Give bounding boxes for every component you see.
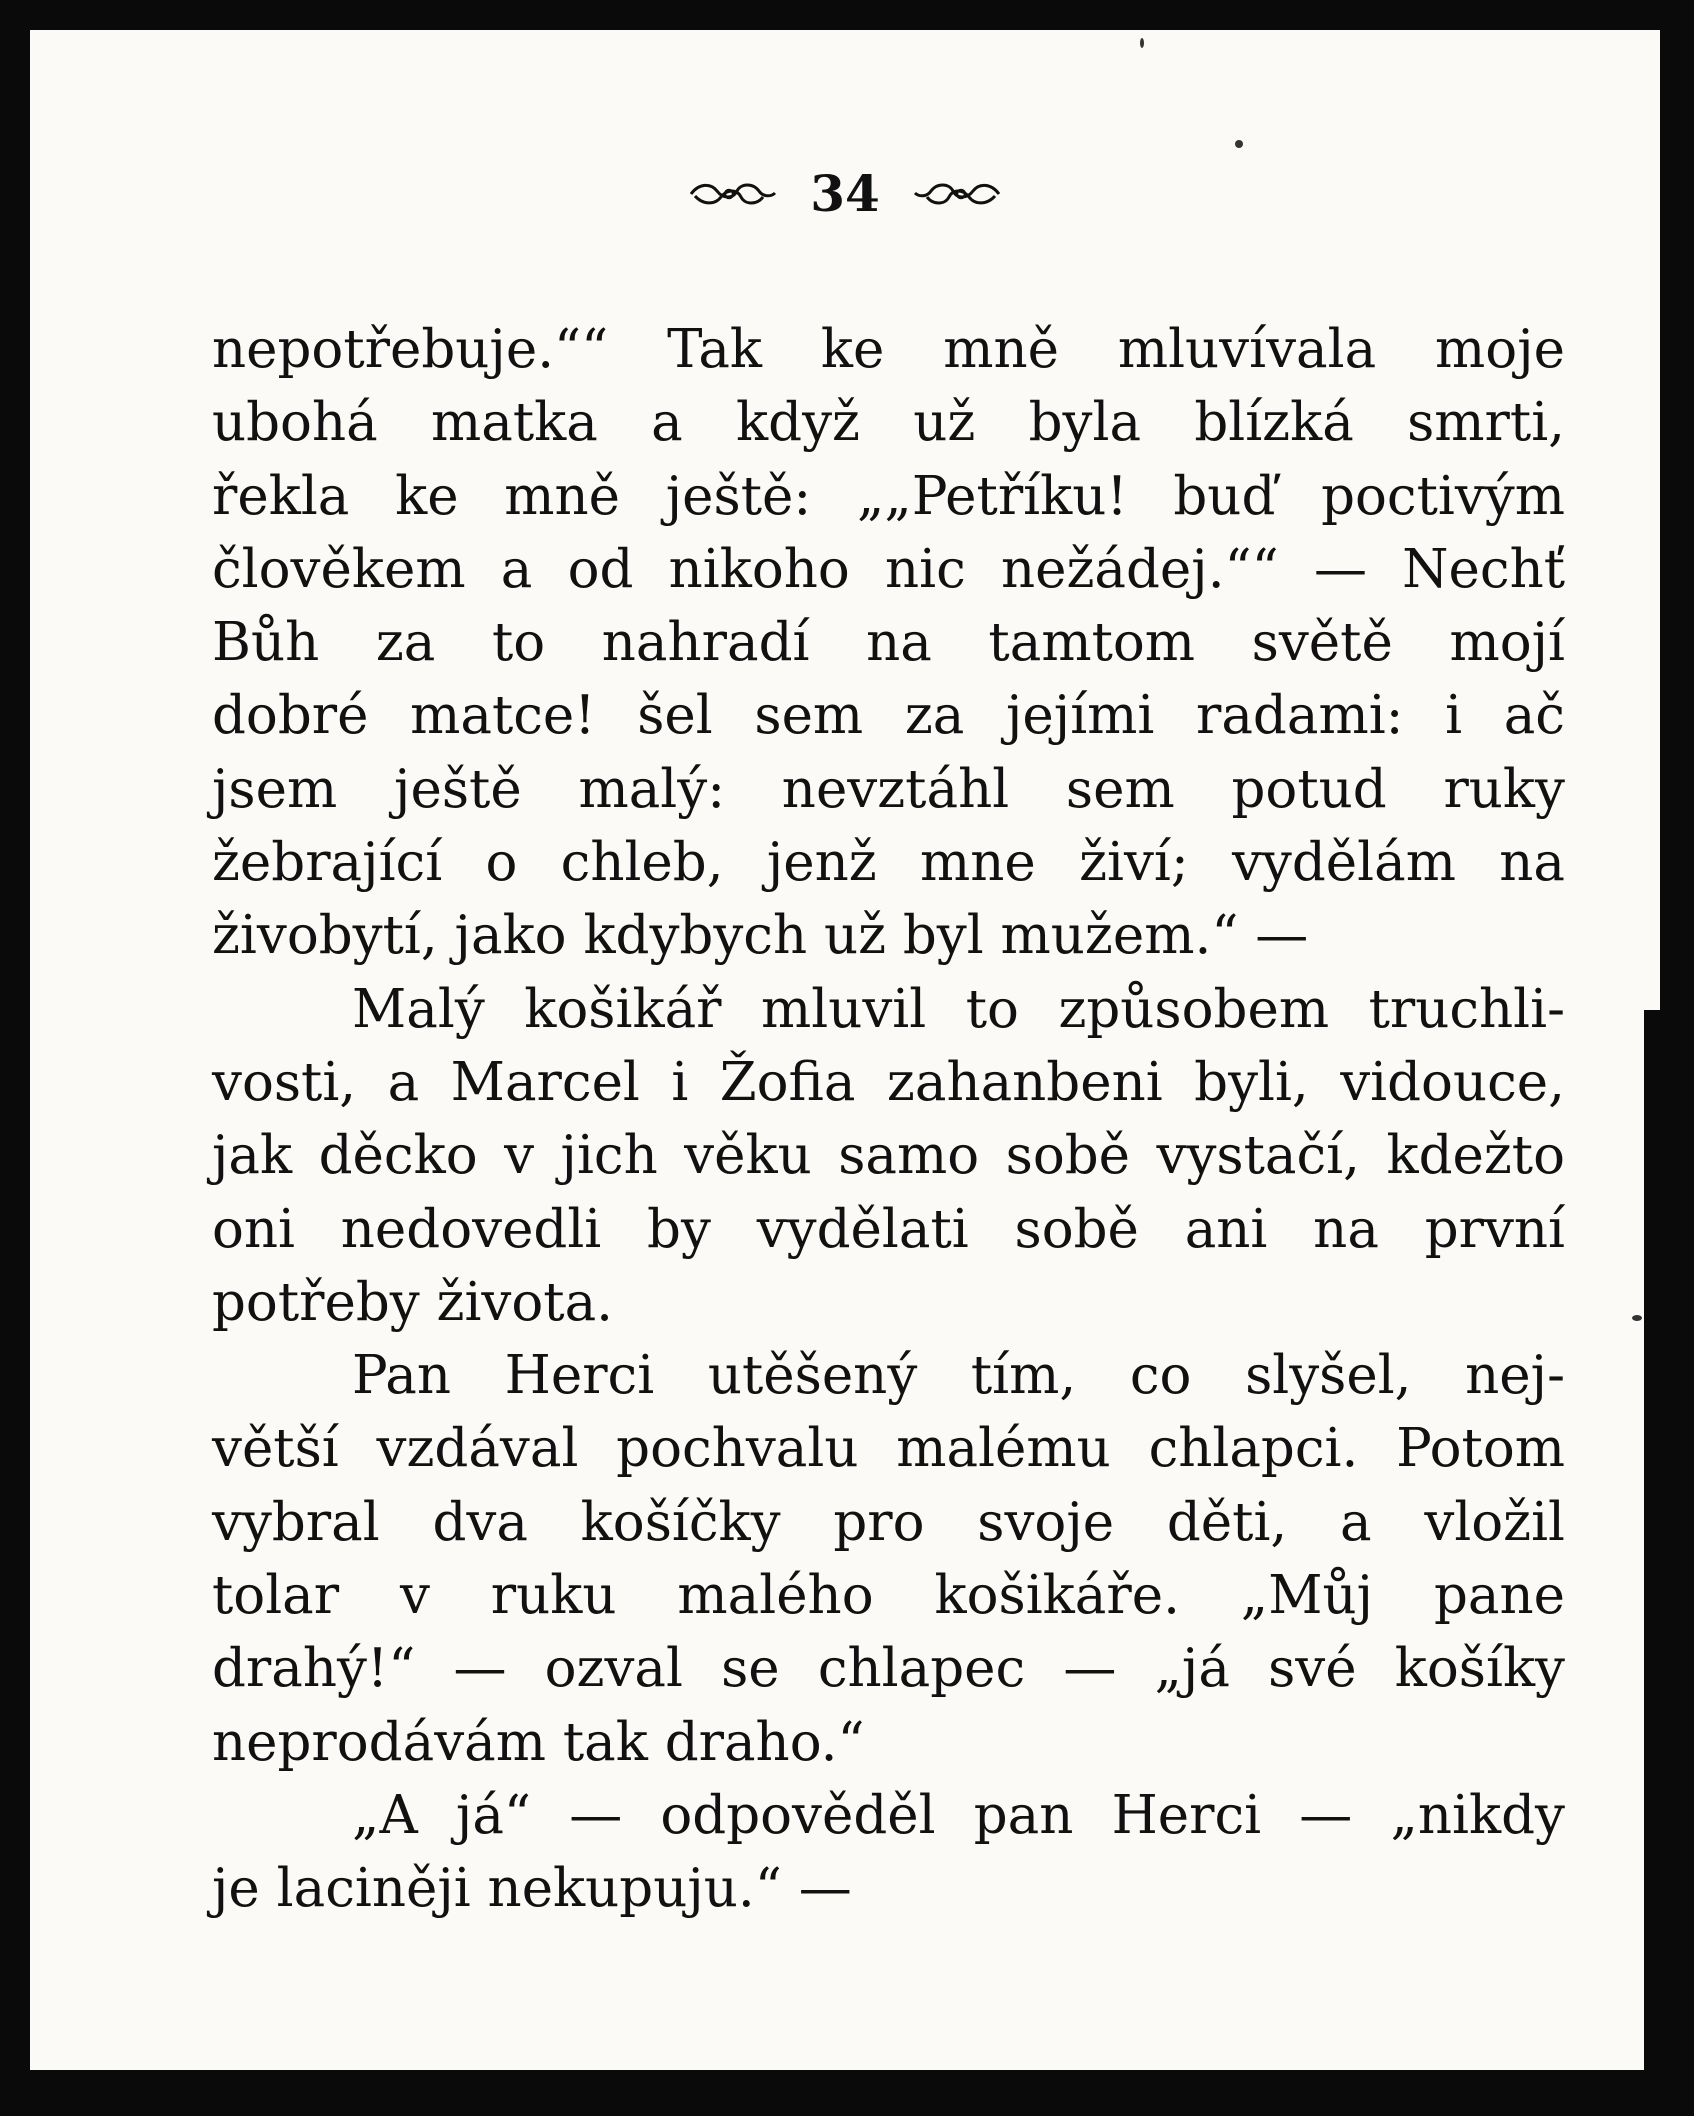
text-line: drahý!“ — ozval se chlapec — „já své košíky — [212, 1638, 1565, 1700]
text-line: Bůh za to nahradí na tamtom světě mojí — [212, 612, 1565, 674]
text-line: člověkem a od nikoho nic nežádej.““ — Nechť — [212, 538, 1565, 600]
text-line: potřeby života. — [212, 1271, 614, 1333]
body-text — [212, 313, 1565, 1926]
text-line: větší vzdával pochvalu malému chlapci. Potom — [212, 1418, 1565, 1480]
left-ornament-icon — [687, 179, 777, 209]
right-ornament-icon — [913, 179, 1003, 209]
text-line: Pan Herci utěšený tím, co slyšel, nej- — [352, 1345, 1565, 1407]
text-line: jsem ještě malý: nevztáhl sem potud ruky — [212, 758, 1565, 820]
paper-speck — [1235, 140, 1243, 148]
page-header — [30, 160, 1660, 224]
paper-speck — [1632, 1315, 1642, 1321]
text-line: tolar v ruku malého košikáře. „Můj pane — [212, 1565, 1565, 1627]
page-number: 34 — [810, 164, 880, 223]
text-line: dobré matce! šel sem za jejími radami: i ač — [212, 685, 1565, 747]
text-line: oni nedovedli by vydělati sobě ani na první — [212, 1198, 1565, 1260]
page-edge-shadow — [1644, 1010, 1660, 2070]
text-line: vybral dva košíčky pro svoje děti, a vložil — [212, 1491, 1565, 1553]
text-line: je laciněji nekupuju.“ — — [212, 1858, 852, 1920]
text-line: jak děcko v jich věku samo sobě vystačí, kdežto — [212, 1125, 1565, 1187]
text-line: řekla ke mně ještě: „„Petříku! buď poctivým — [212, 465, 1565, 527]
text-line: živobytí, jako kdybych už byl mužem.“ — — [212, 905, 1309, 967]
text-line: ubohá matka a když už byla blízká smrti, — [212, 392, 1565, 454]
text-line: „A já“ — odpověděl pan Herci — „nikdy — [352, 1784, 1565, 1846]
text-line: neprodávám tak draho.“ — [212, 1711, 865, 1773]
text-line: vosti, a Marcel i Žofia zahanbeni byli, vidouce, — [212, 1051, 1565, 1113]
paper-speck — [1140, 38, 1144, 48]
text-line: Malý košikář mluvil to způsobem truchli- — [352, 978, 1565, 1040]
text-line: žebrající o chleb, jenž mne živí; vydělám na — [212, 832, 1565, 894]
text-line: nepotřebuje.““ Tak ke mně mluvívala moje — [212, 319, 1565, 380]
book-page — [30, 30, 1660, 2070]
